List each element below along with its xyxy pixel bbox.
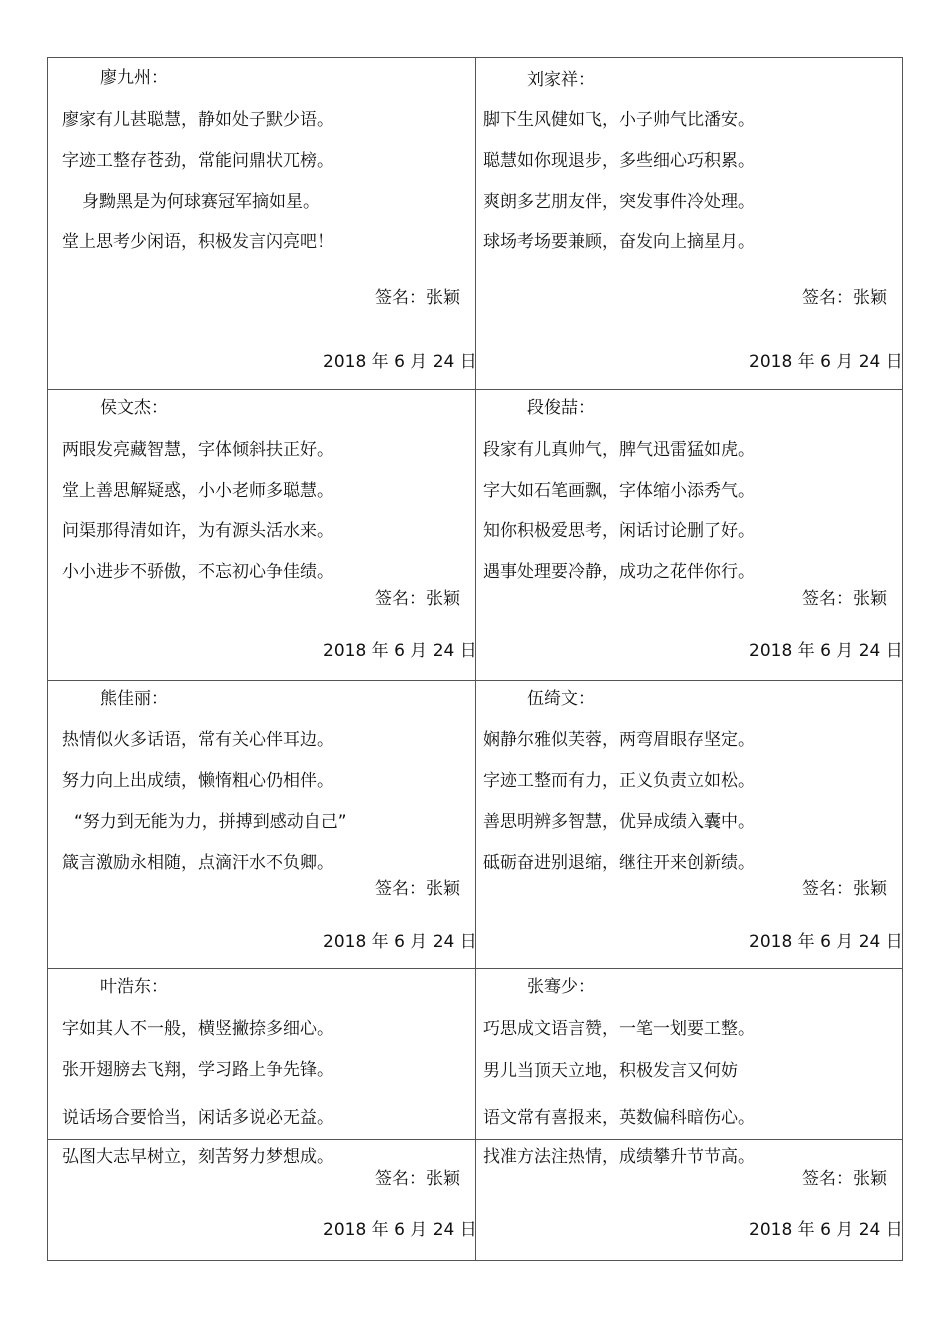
comment-line: 字迹工整存苍劲，常能问鼎状兀榜。 — [62, 151, 334, 171]
student-card — [475, 389, 902, 680]
student-card — [475, 680, 902, 968]
comment-line: 说话场合要恰当，闲话多说必无益。 — [62, 1108, 334, 1128]
comment-line: 两眼发亮藏智慧，字体倾斜扶正好。 — [62, 440, 334, 460]
date: 2018 年 6 月 24 日 — [323, 352, 477, 372]
signature: 签名：张颖 — [802, 1169, 887, 1189]
comment-line: 字迹工整而有力，正义负责立如松。 — [483, 771, 755, 791]
signature: 签名：张颖 — [375, 1169, 460, 1189]
signature: 签名：张颖 — [375, 288, 460, 308]
student-card — [47, 680, 475, 968]
student-card — [47, 968, 475, 1260]
comment-line: 爽朗多艺朋友伴，突发事件冷处理。 — [483, 192, 755, 212]
date: 2018 年 6 月 24 日 — [323, 1220, 477, 1240]
signature: 签名：张颖 — [802, 879, 887, 899]
signature: 签名：张颖 — [802, 589, 887, 609]
comment-line: 字大如石笔画飘，字体缩小添秀气。 — [483, 481, 755, 501]
date: 2018 年 6 月 24 日 — [749, 641, 903, 661]
comment-line: 男儿当顶天立地，积极发言又何妨 — [483, 1061, 738, 1081]
comment-line: 砥砺奋进别退缩，继往开来创新绩。 — [483, 853, 755, 873]
comment-line: 身黝黑是为何球赛冠军摘如星。 — [82, 192, 320, 212]
comment-line: 娴静尔雅似芙蓉，两弯眉眼存坚定。 — [483, 730, 755, 750]
student-name: 刘家祥： — [527, 70, 595, 90]
comment-line: 廖家有儿甚聪慧，静如处子默少语。 — [62, 110, 334, 130]
comment-line: 努力向上出成绩，懒惰粗心仍相伴。 — [62, 771, 334, 791]
comment-line: 聪慧如你现退步，多些细心巧积累。 — [483, 151, 755, 171]
comment-line: 箴言激励永相随，点滴汗水不负卿。 — [62, 853, 334, 873]
date: 2018 年 6 月 24 日 — [749, 352, 903, 372]
comment-line: 球场考场要兼顾，奋发向上摘星月。 — [483, 232, 755, 252]
signature: 签名：张颖 — [375, 879, 460, 899]
student-name: 叶浩东： — [100, 977, 168, 997]
student-name: 段俊喆： — [527, 398, 595, 418]
date: 2018 年 6 月 24 日 — [323, 932, 477, 952]
comment-line: 堂上思考少闲语，积极发言闪亮吧！ — [62, 232, 334, 252]
comment-line: 张开翅膀去飞翔，学习路上争先锋。 — [62, 1060, 334, 1080]
comment-line: 小小进步不骄傲，不忘初心争佳绩。 — [62, 562, 334, 582]
comment-line: 语文常有喜报来，英数偏科暗伤心。 — [483, 1108, 755, 1128]
comment-line: 堂上善思解疑惑，小小老师多聪慧。 — [62, 481, 334, 501]
comment-line: 热情似火多话语，常有关心伴耳边。 — [62, 730, 334, 750]
signature: 签名：张颖 — [802, 288, 887, 308]
student-name: 熊佳丽： — [100, 689, 168, 709]
comment-line: 问渠那得清如许，为有源头活水来。 — [62, 521, 334, 541]
comment-line: 脚下生风健如飞，小子帅气比潘安。 — [483, 110, 755, 130]
date: 2018 年 6 月 24 日 — [749, 932, 903, 952]
comment-line: 字如其人不一般，横竖撇捺多细心。 — [62, 1019, 334, 1039]
student-card — [47, 389, 475, 680]
student-name: 廖九州： — [100, 68, 168, 88]
student-card — [47, 57, 475, 389]
comment-line: 段家有儿真帅气，脾气迅雷猛如虎。 — [483, 440, 755, 460]
student-name: 张骞少： — [527, 977, 595, 997]
comment-line: 知你积极爱思考，闲话讨论删了好。 — [483, 521, 755, 541]
signature: 签名：张颖 — [375, 589, 460, 609]
comment-line: 善思明辨多智慧，优异成绩入囊中。 — [483, 812, 755, 832]
student-card — [475, 57, 902, 389]
date: 2018 年 6 月 24 日 — [749, 1220, 903, 1240]
date: 2018 年 6 月 24 日 — [323, 641, 477, 661]
student-name: 伍绮文： — [527, 689, 595, 709]
comment-line: “努力到无能为力，拼搏到感动自己” — [74, 812, 347, 832]
comment-line: 巧思成文语言赞，一笔一划要工整。 — [483, 1019, 755, 1039]
comment-line: 找准方法注热情，成绩攀升节节高。 — [483, 1147, 755, 1167]
grid-line — [47, 1260, 903, 1261]
student-name: 侯文杰： — [100, 398, 168, 418]
student-card — [475, 968, 902, 1260]
comment-line: 遇事处理要冷静，成功之花伴你行。 — [483, 562, 755, 582]
comment-line: 弘图大志早树立，刻苦努力梦想成。 — [62, 1147, 334, 1167]
